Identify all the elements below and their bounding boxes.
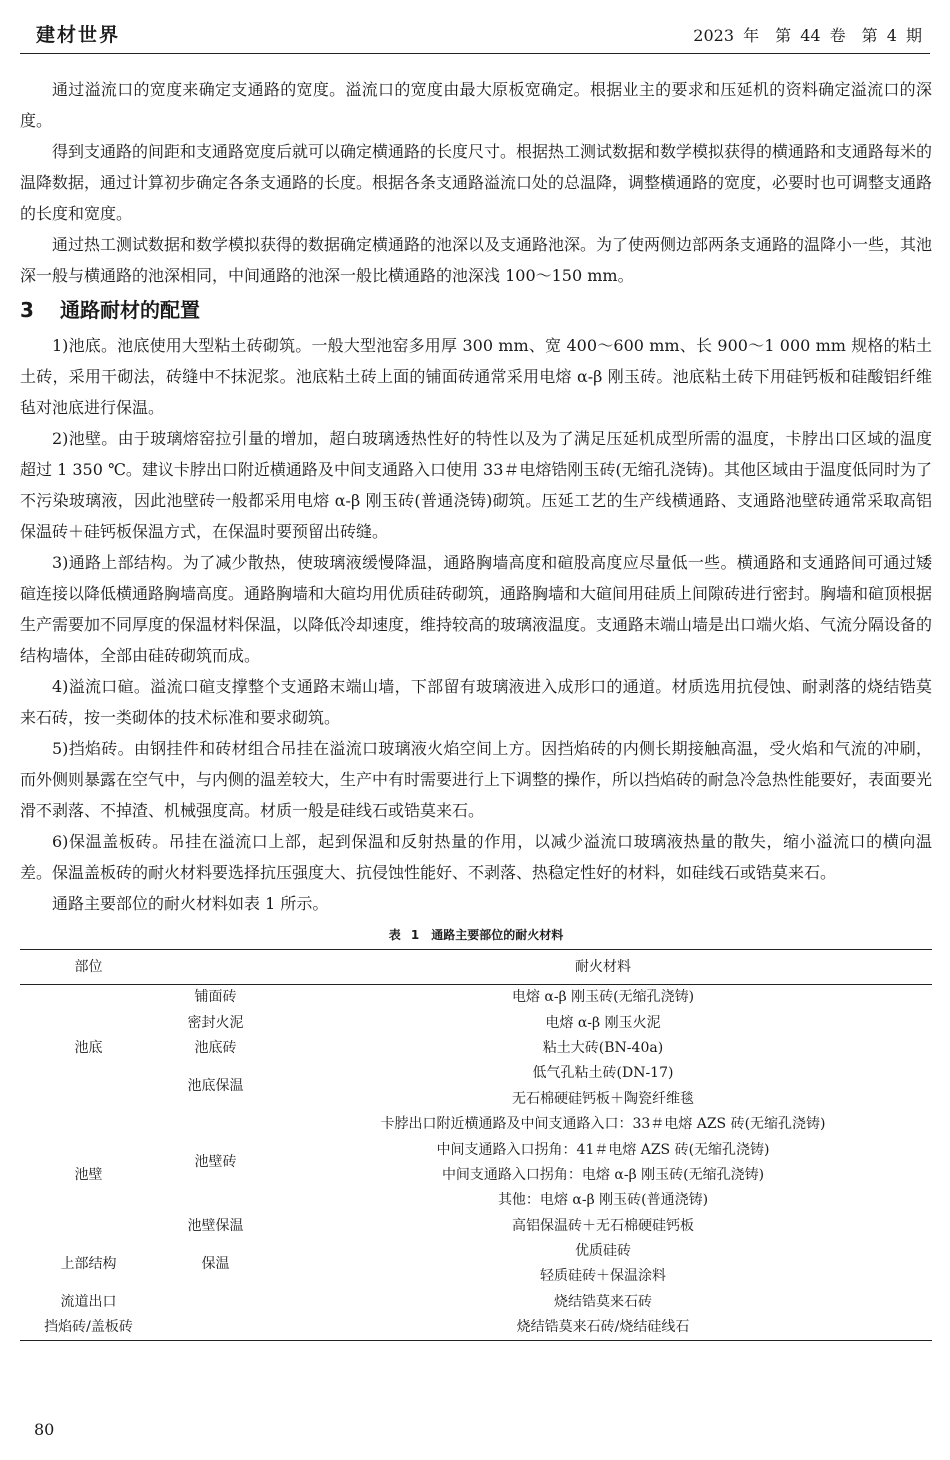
body-paragraph: 5)挡焰砖。由钢挂件和砖材组合吊挂在溢流口玻璃液火焰空间上方。因挡焰砖的内侧长期接触高温，受火焰和气流的冲刷，而外侧则暴露在空气中，与内侧的温差较大，生产中有时需要进行上下调整的操作，所以挡焰砖的耐急冷急热性能要好，表面要光滑不剥落、不掉渣、机械强度高。材质一般是硅线石或锆莫来石。 — [20, 739, 933, 820]
table-row — [20, 985, 932, 1011]
table-row — [20, 1239, 932, 1264]
material-cell: 中间支通路入口拐角：电熔 α-β 刚玉砖(无缩孔浇铸) — [441, 1166, 765, 1183]
part-cell: 上部结构 — [60, 1255, 117, 1272]
material-cell: 电熔 α-β 刚玉火泥 — [545, 1014, 661, 1031]
subpart-cell: 保温 — [201, 1255, 230, 1272]
material-cell: 低气孔粘土砖(DN-17) — [532, 1065, 674, 1082]
material-cell: 中间支通路入口拐角：41＃电熔 AZS 砖(无缩孔浇铸) — [436, 1141, 770, 1158]
article-body — [20, 74, 932, 1341]
table-row — [20, 1290, 932, 1315]
section-number: 3 — [20, 298, 34, 322]
subpart-cell — [157, 1290, 274, 1315]
material-cell: 高铝保温砖＋无石棉硬硅钙板 — [512, 1217, 694, 1234]
material-cell: 卡脖出口附近横通路及中间支通路入口：33＃电熔 AZS 砖(无缩孔浇铸) — [380, 1116, 826, 1133]
body-paragraph: 通过溢流口的宽度来确定支通路的宽度。溢流口的宽度由最大原板宽确定。根据业主的要求和压延机的资料确定溢流口的深度。 — [20, 80, 932, 130]
part-cell: 池壁 — [74, 1166, 103, 1183]
material-cell: 烧结锆莫来石砖 — [554, 1293, 652, 1310]
table-row — [20, 1010, 932, 1035]
body-paragraph: 1)池底。池底使用大型粘土砖砌筑。一般大型池窑多用厚 300 mm、宽 400～600 mm、长 900～1 000 mm 规格的粘土土砖，采用干砌法，砖缝中不抹泥浆。池底粘土砖上面的铺面砖通常采用电熔 α-β 刚玉砖。池底粘土砖下用硅钙板和硅酸铝纤维毡对池底进行保温。 — [20, 336, 932, 417]
material-cell: 烧结锆莫来石砖/烧结硅线石 — [516, 1319, 690, 1336]
table-header-row — [20, 950, 932, 985]
material-cell: 粘土大砖(BN-40a) — [542, 1039, 664, 1056]
part-cell: 流道出口 — [60, 1293, 117, 1310]
table-row — [20, 1061, 932, 1086]
table-row — [20, 1112, 932, 1137]
material-cell: 电熔 α-β 刚玉砖(无缩孔浇铸) — [511, 989, 695, 1006]
page-number: 80 — [34, 1420, 55, 1439]
page-header — [20, 20, 930, 56]
part-cell: 挡焰砖/盖板砖 — [44, 1319, 133, 1336]
material-cell: 轻质硅砖＋保温涂料 — [540, 1268, 666, 1285]
header-part: 部位 — [74, 958, 103, 975]
body-paragraph: 得到支通路的间距和支通路宽度后就可以确定横通路的长度尺寸。根据热工测试数据和数学模拟获得的横通路和支通路每米的温降数据，通过计算初步确定各条支通路的长度。根据各条支通路溢流口处的总温降，调整横通路的宽度，必要时也可调整支通路的长度和宽度。 — [20, 142, 933, 223]
section-heading — [20, 297, 932, 323]
body-paragraph: 4)溢流口碹。溢流口碹支撑整个支通路末端山墙，下部留有玻璃液进入成形口的通道。材质选用抗侵蚀、耐剥落的烧结锆莫来石砖，按一类砌体的技术标准和要求砌筑。 — [20, 677, 932, 727]
material-cell: 无石棉硬硅钙板＋陶瓷纤维毯 — [512, 1090, 694, 1107]
section-title-text: 通路耐材的配置 — [60, 298, 200, 322]
table-row — [20, 1315, 932, 1341]
body-paragraph: 通过热工测试数据和数学模拟获得的数据确定横通路的池深以及支通路池深。为了使两侧边部两条支通路的温降小一些，其池深一般与横通路的池深相同，中间通路的池深一般比横通路的池深浅 100～150 mm。 — [20, 235, 933, 285]
subpart-cell: 密封火泥 — [187, 1014, 244, 1031]
body-paragraph: 6)保温盖板砖。吊挂在溢流口上部，起到保温和反射热量的作用，以减少溢流口玻璃液热量的散失，缩小溢流口的横向温差。保温盖板砖的耐火材料要选择抗压强度大、抗侵蚀性能好、不剥落、热稳定性好的材料，如硅线石或锆莫来石。 — [20, 832, 932, 882]
subpart-cell: 铺面砖 — [194, 989, 237, 1006]
header-material: 耐火材料 — [575, 958, 631, 975]
material-cell: 其他：电熔 α-β 刚玉砖(普通浇铸) — [497, 1192, 709, 1209]
part-cell: 池底 — [74, 1039, 103, 1056]
table-row — [20, 1214, 932, 1239]
header-subpart — [157, 950, 274, 985]
subpart-cell: 池壁保温 — [187, 1217, 244, 1234]
subpart-cell: 池底保温 — [187, 1078, 244, 1095]
journal-logo: 建材世界 — [36, 24, 121, 46]
body-paragraph: 2)池壁。由于玻璃熔窑拉引量的增加，超白玻璃透热性好的特性以及为了满足压延机成型所需的温度，卡脖出口区域的温度超过 1 350 ℃。建议卡脖出口附近横通路及中间支通路入口使用 33＃电熔锆刚玉砖(无缩孔浇铸)。其他区域由于温度低同时为了不污染玻璃液，因此池壁砖一般都采用电熔 α-β 刚玉砖(普通浇铸)砌筑。压延工艺的生产线横通路、支通路池壁砖通常采取高铝保温砖＋硅钙板保温方式，在保温时要预留出砖缝。 — [20, 429, 932, 541]
subpart-cell — [157, 1315, 274, 1341]
issue-info: 2023 年 第 44 卷 第 4 期 — [693, 26, 922, 45]
table-row — [20, 1036, 932, 1061]
body-paragraph: 通路主要部位的耐火材料如表 1 所示。 — [52, 894, 329, 913]
material-cell: 优质硅砖 — [575, 1243, 631, 1260]
body-paragraph: 3)通路上部结构。为了减少散热，使玻璃液缓慢降温，通路胸墙高度和碹股高度应尽量低一些。横通路和支通路间可通过矮碹连接以降低横通路胸墙高度。通路胸墙和大碹均用优质硅砖砌筑，通路胸墙和大碹间用硅质上间隙砖进行密封。胸墙和碹顶根据生产需要加不同厚度的保温材料保温，以降低冷却速度，维持较高的玻璃液温度。支通路末端山墙是出口端火焰、气流分隔设备的结构墙体，全部由硅砖砌筑而成。 — [20, 553, 933, 665]
subpart-cell: 池壁砖 — [194, 1154, 237, 1171]
subpart-cell: 池底砖 — [194, 1039, 237, 1056]
table-caption: 表 1 通路主要部位的耐火材料 — [388, 928, 564, 942]
header-rule — [20, 53, 930, 54]
refractory-table — [20, 949, 932, 1341]
